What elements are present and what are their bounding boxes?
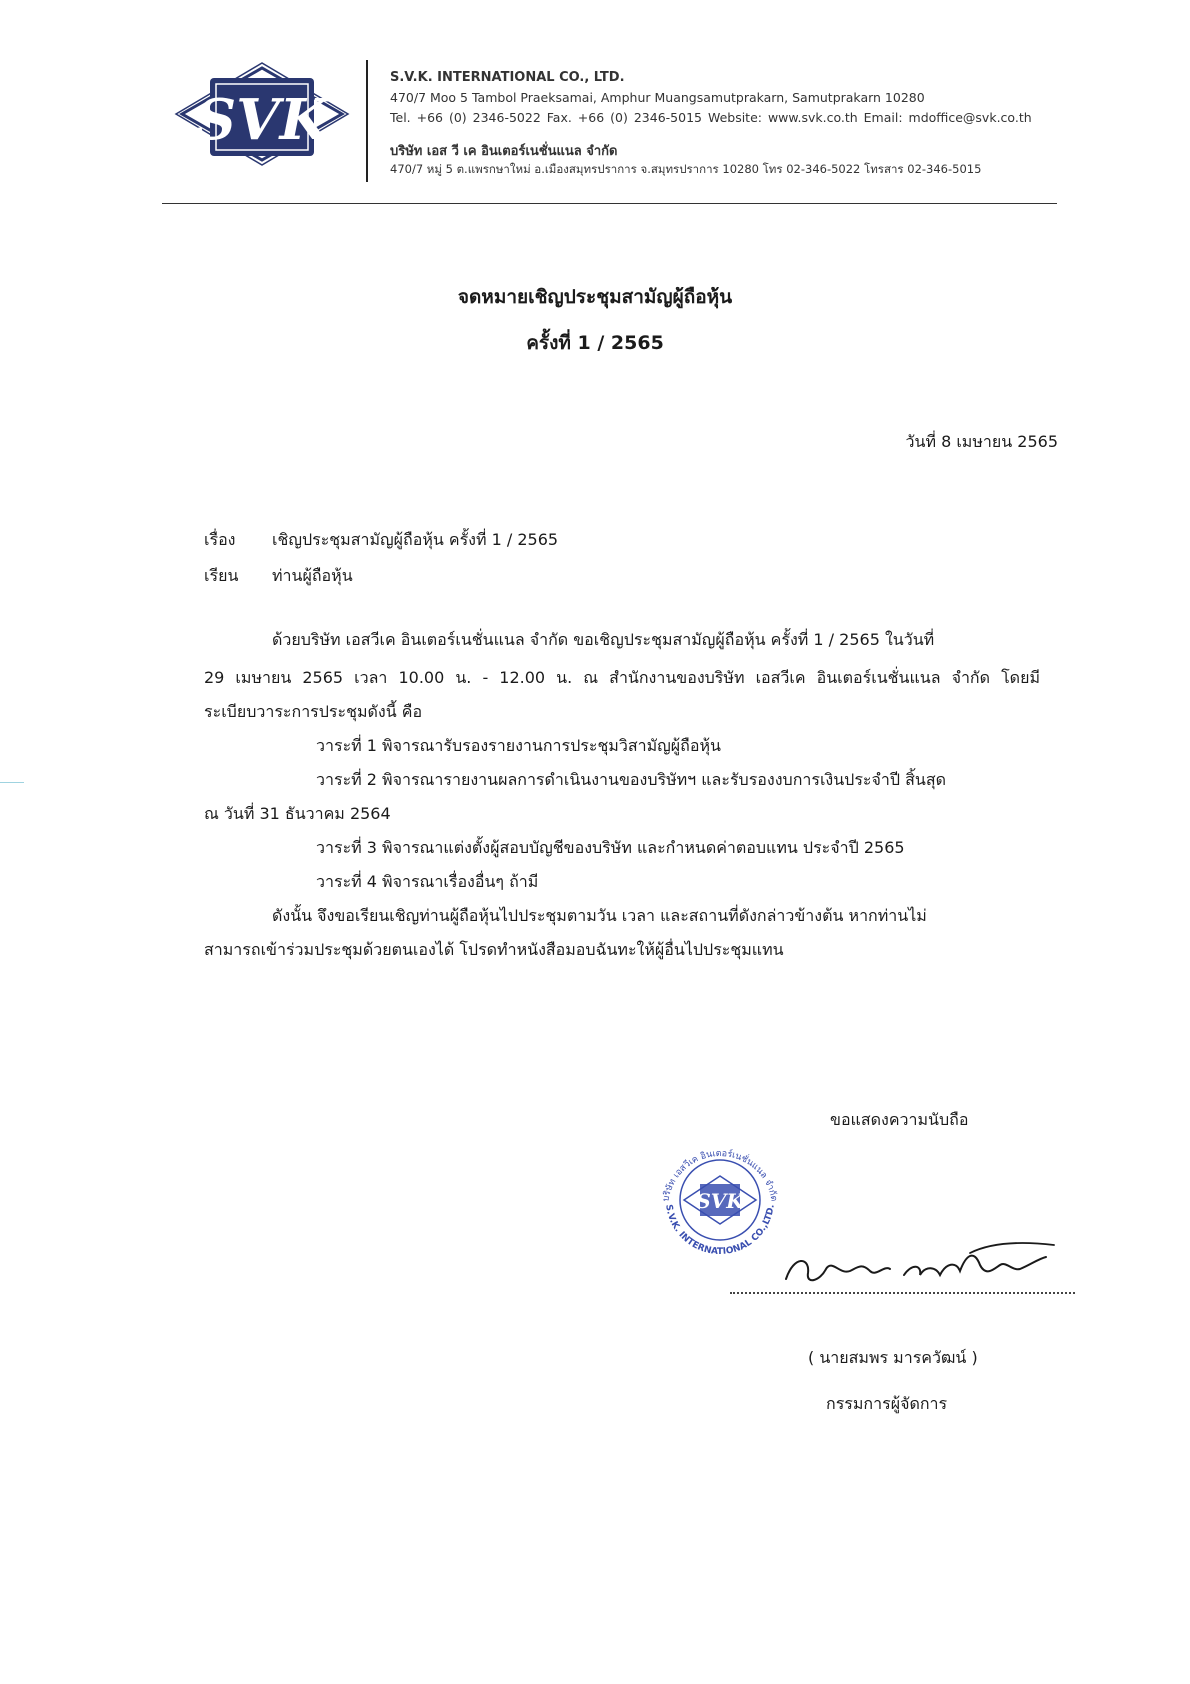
body-paragraph1-line2: 29 เมษายน 2565 เวลา 10.00 น. - 12.00 น. ณ สำนักงานของบริษัท เอสวีเค อินเตอร์เนชั่นแนล จำกัด โดยมี [204, 668, 1040, 687]
company-logo [172, 62, 352, 184]
stamp-ring-th: บริษัท เอสวีเค อินเตอร์เนชั่นแนล จำกัด [661, 1148, 779, 1203]
signer-name: ( นายสมพร มารควัฒน์ ) [808, 1348, 978, 1367]
agenda-item-2-continued: ณ วันที่ 31 ธันวาคม 2564 [204, 804, 391, 823]
scan-margin-mark [0, 782, 24, 783]
header-rule [162, 203, 1057, 204]
subject-label: เรื่อง [204, 530, 236, 549]
letter-date: วันที่ 8 เมษายน 2565 [905, 432, 1058, 451]
stamp-center-text: SVK [696, 1189, 744, 1213]
document-subtitle: ครั้งที่ 1 / 2565 [526, 332, 664, 354]
company-address-en: 470/7 Moo 5 Tambol Praeksamai, Amphur Muangsamutprakarn, Samutprakarn 10280 [390, 90, 925, 105]
company-stamp [650, 1130, 790, 1270]
signer-position: กรรมการผู้จัดการ [826, 1394, 948, 1413]
document-title: จดหมายเชิญประชุมสามัญผู้ถือหุ้น [457, 286, 733, 308]
signature-line [730, 1292, 1075, 1294]
agenda-item-1: วาระที่ 1 พิจารณารับรองรายงานการประชุมวิสามัญผู้ถือหุ้น [316, 736, 721, 755]
logo-text: SVK [195, 87, 329, 153]
body-paragraph1-line3: ระเบียบวาระการประชุมดังนี้ คือ [204, 702, 423, 721]
recipient-value: ท่านผู้ถือหุ้น [272, 566, 353, 585]
stamp-ring-en: S.V.K. INTERNATIONAL CO.,LTD. [663, 1203, 777, 1258]
company-name-en: S.V.K. INTERNATIONAL CO., LTD. [390, 70, 625, 85]
body-paragraph1-line1: ด้วยบริษัท เอสวีเค อินเตอร์เนชั่นแนล จำกัด ขอเชิญประชุมสามัญผู้ถือหุ้น ครั้งที่ 1 / 2565 ในวันที่ [272, 630, 935, 649]
company-contact-en: Tel. +66 (0) 2346-5022 Fax. +66 (0) 2346-5015 Website: www.svk.co.th Email: mdoffice@svk.co.th [390, 110, 1032, 125]
body-paragraph2-line2: สามารถเข้าร่วมประชุมด้วยตนเองได้ โปรดทำหนังสือมอบฉันทะให้ผู้อื่นไปประชุมแทน [204, 940, 784, 959]
agenda-item-3: วาระที่ 3 พิจารณาแต่งตั้งผู้สอบบัญชีของบริษัท และกำหนดค่าตอบแทน ประจำปี 2565 [316, 838, 905, 857]
agenda-item-2: วาระที่ 2 พิจารณารายงานผลการดำเนินงานของบริษัทฯ และรับรองงบการเงินประจำปี สิ้นสุด [316, 770, 946, 789]
company-name-th: บริษัท เอส วี เค อินเตอร์เนชั่นแนล จำกัด [390, 144, 618, 159]
body-paragraph2-line1: ดังนั้น จึงขอเรียนเชิญท่านผู้ถือหุ้นไปประชุมตามวัน เวลา และสถานที่ดังกล่าวข้างต้น หากท่านไม่ [272, 906, 927, 925]
agenda-item-4: วาระที่ 4 พิจารณาเรื่องอื่นๆ ถ้ามี [316, 872, 539, 891]
company-address-th: 470/7 หมู่ 5 ต.แพรกษาใหม่ อ.เมืองสมุทรปราการ จ.สมุทรปราการ 10280 โทร 02-346-5022 โทรสาร 02-346-5015 [390, 162, 982, 176]
handwritten-signature [780, 1235, 1060, 1295]
closing-phrase: ขอแสดงความนับถือ [830, 1110, 969, 1129]
subject-value: เชิญประชุมสามัญผู้ถือหุ้น ครั้งที่ 1 / 2565 [272, 530, 559, 549]
header-divider [366, 60, 368, 182]
recipient-label: เรียน [204, 566, 239, 585]
